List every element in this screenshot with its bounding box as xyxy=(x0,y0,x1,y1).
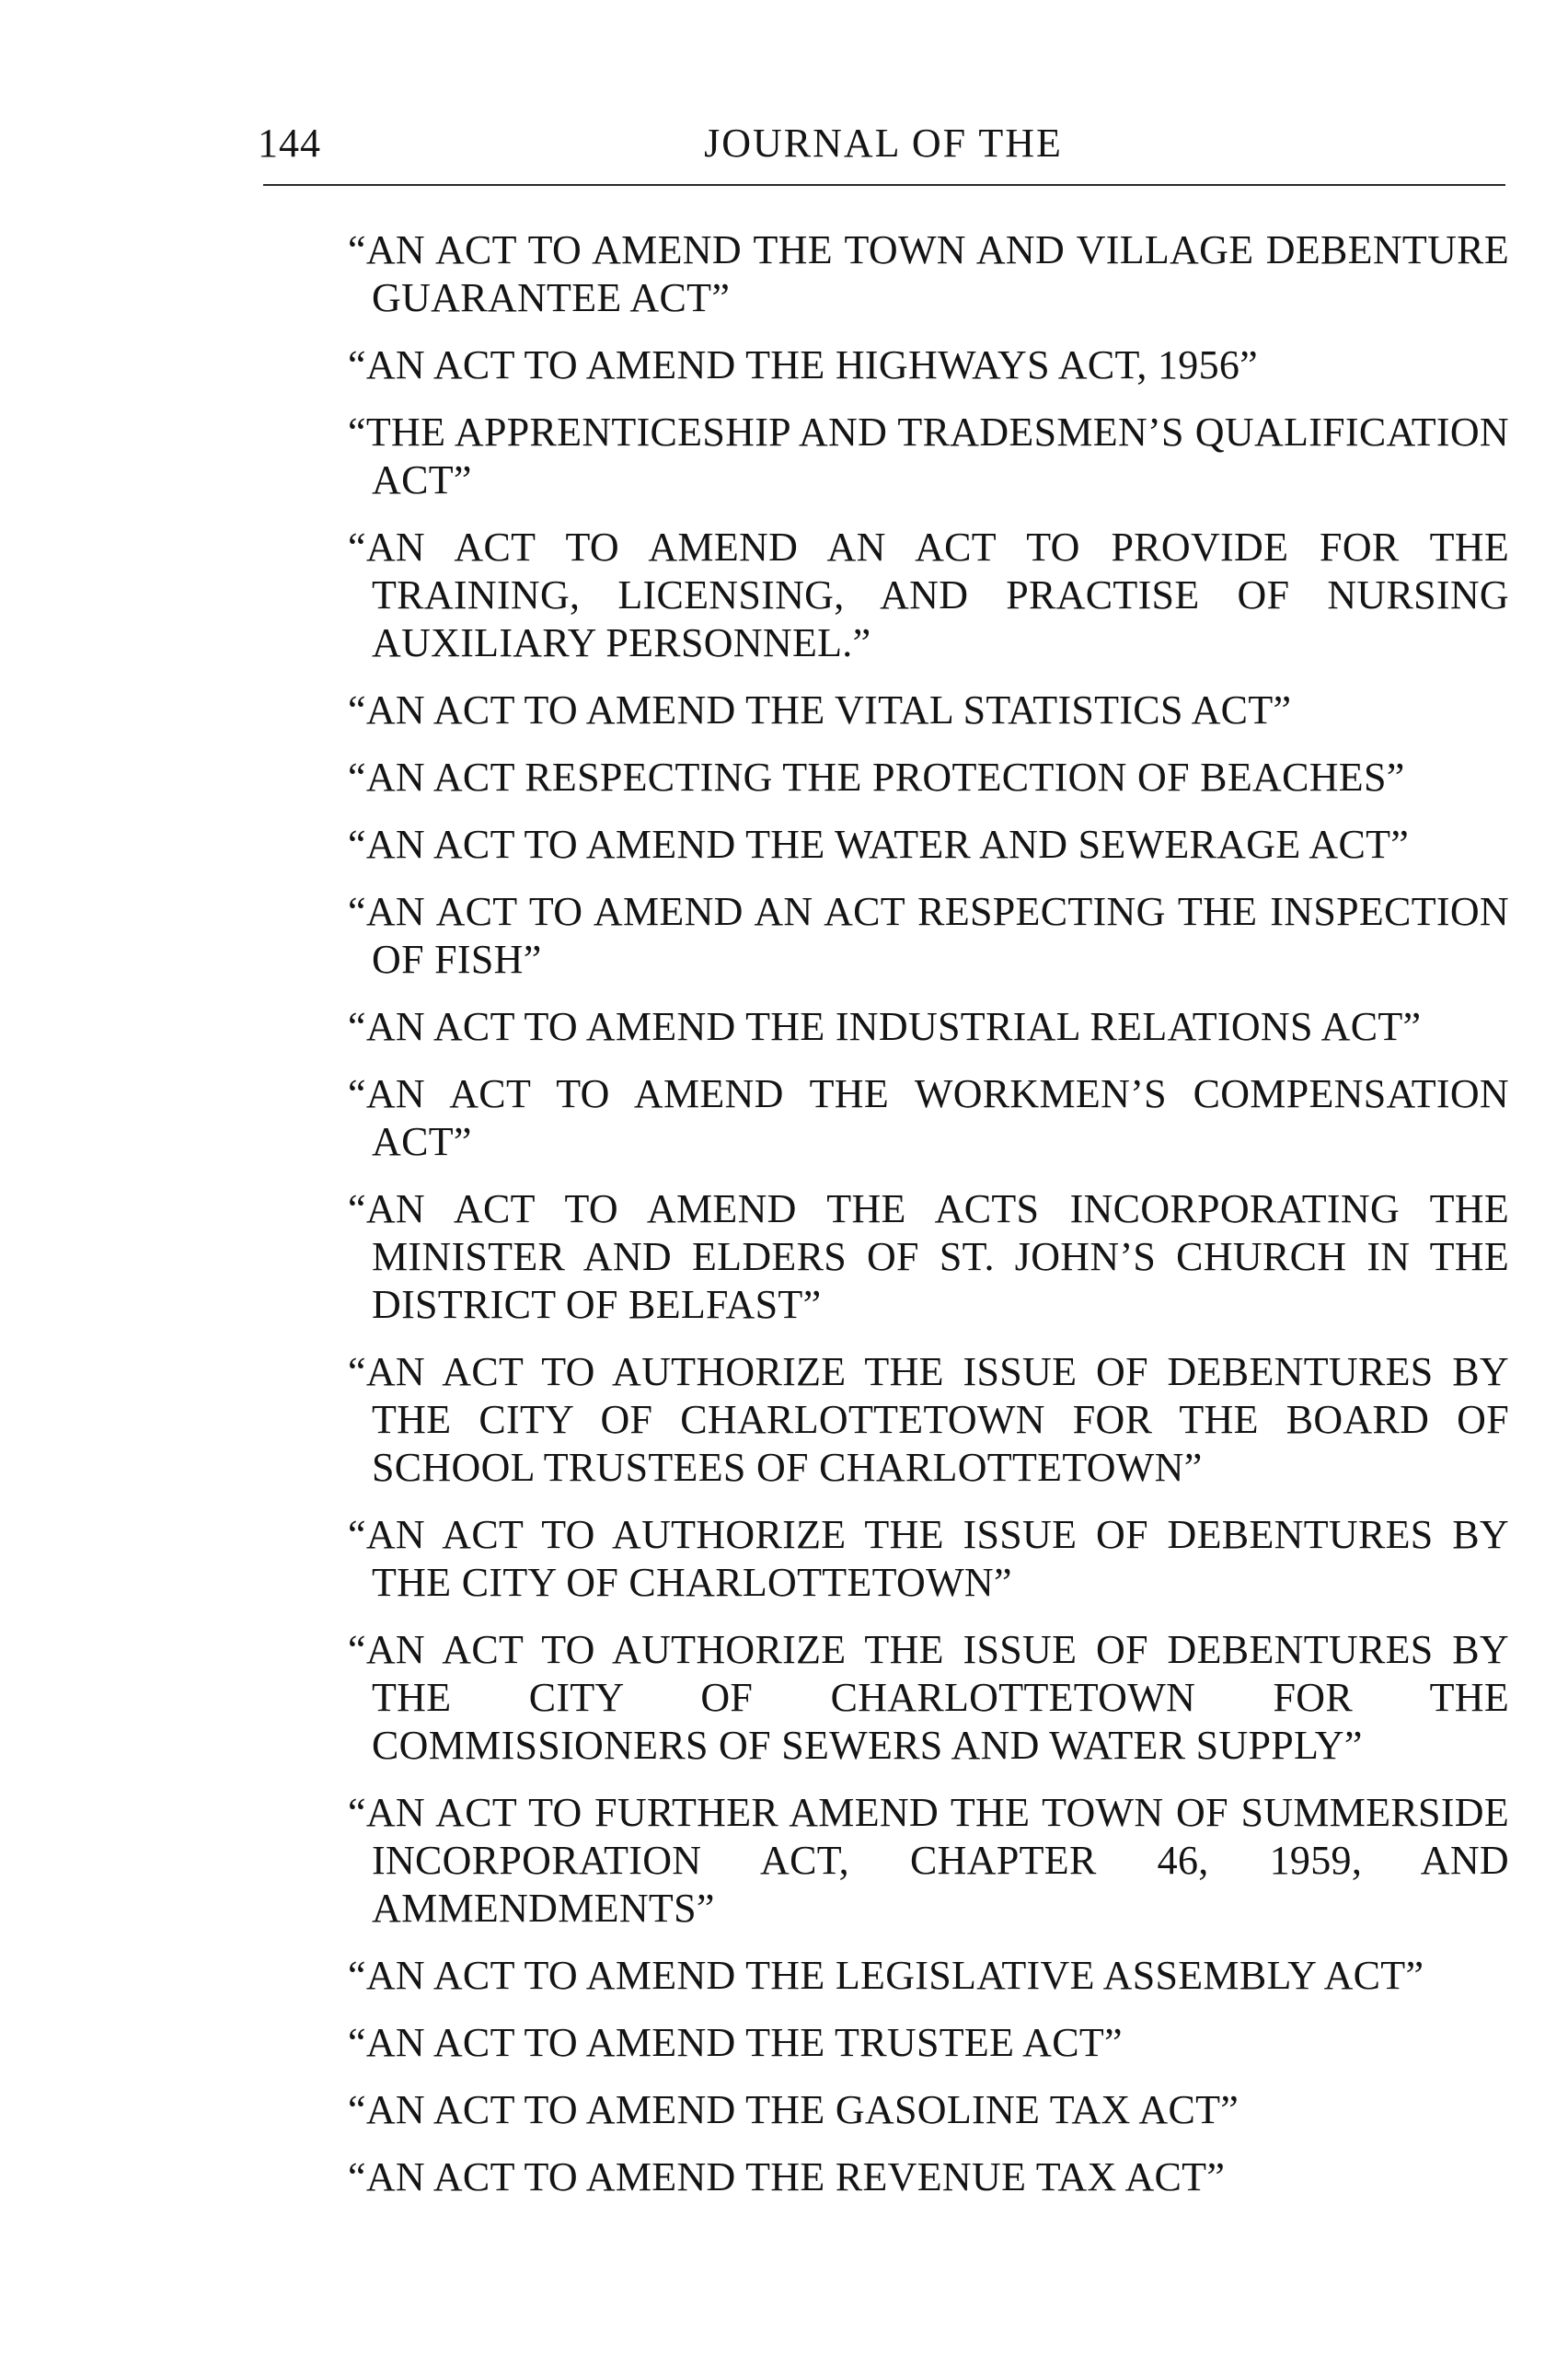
act-item: “AN ACT TO AMEND THE LEGISLATIVE ASSEMBLY ACT” xyxy=(348,1953,1424,1998)
act-item: “AN ACT TO AMEND THE GASOLINE TAX ACT” xyxy=(348,2087,1239,2132)
act-item: “AN ACT TO AUTHORIZE THE ISSUE OF DEBENTURES BY THE CITY OF CHARLOTTETOWN FOR THE COMMISSIONERS OF SEWERS AND WATER SUPPLY” xyxy=(348,1627,1509,1768)
act-item: “AN ACT TO AMEND AN ACT RESPECTING THE INSPECTION OF FISH” xyxy=(348,889,1509,982)
act-item: “AN ACT TO AMEND THE HIGHWAYS ACT, 1956” xyxy=(348,342,1259,387)
acts-list xyxy=(348,226,1509,2221)
running-title: JOURNAL OF THE xyxy=(704,121,1063,166)
act-item: “AN ACT RESPECTING THE PROTECTION OF BEACHES” xyxy=(348,755,1405,800)
act-item: “AN ACT TO AMEND THE TRUSTEE ACT” xyxy=(348,2020,1123,2065)
page-header xyxy=(258,118,1509,169)
act-item: “AN ACT TO AMEND THE VITAL STATISTICS ACT” xyxy=(348,687,1292,733)
act-item: “AN ACT TO AMEND THE WATER AND SEWERAGE ACT” xyxy=(348,822,1410,867)
act-item: “AN ACT TO AMEND AN ACT TO PROVIDE FOR THE TRAINING, LICENSING, AND PRACTISE OF NURSING AUXILIARY PERSONNEL.” xyxy=(348,525,1509,665)
act-item: “THE APPRENTICESHIP AND TRADESMEN’S QUALIFICATION ACT” xyxy=(348,410,1509,502)
act-item: “AN ACT TO AMEND THE WORKMEN’S COMPENSATION ACT” xyxy=(348,1071,1509,1164)
act-item: “AN ACT TO AMEND THE INDUSTRIAL RELATIONS ACT” xyxy=(348,1004,1422,1049)
act-item: “AN ACT TO AMEND THE ACTS INCORPORATING THE MINISTER AND ELDERS OF ST. JOHN’S CHURCH IN THE DISTRICT OF BELFAST” xyxy=(348,1186,1509,1327)
act-item: “AN ACT TO AMEND THE REVENUE TAX ACT” xyxy=(348,2154,1226,2199)
header-rule xyxy=(263,184,1505,186)
page-number: 144 xyxy=(258,121,321,166)
act-item: “AN ACT TO AUTHORIZE THE ISSUE OF DEBENTURES BY THE CITY OF CHARLOTTETOWN FOR THE BOARD OF SCHOOL TRUSTEES OF CHARLOTTETOWN” xyxy=(348,1349,1509,1490)
act-item: “AN ACT TO AMEND THE TOWN AND VILLAGE DEBENTURE GUARANTEE ACT” xyxy=(348,227,1509,320)
act-item: “AN ACT TO AUTHORIZE THE ISSUE OF DEBENTURES BY THE CITY OF CHARLOTTETOWN” xyxy=(348,1512,1509,1605)
act-item: “AN ACT TO FURTHER AMEND THE TOWN OF SUMMERSIDE INCORPORATION ACT, CHAPTER 46, 1959, AND AMMENDMENTS” xyxy=(348,1790,1509,1931)
